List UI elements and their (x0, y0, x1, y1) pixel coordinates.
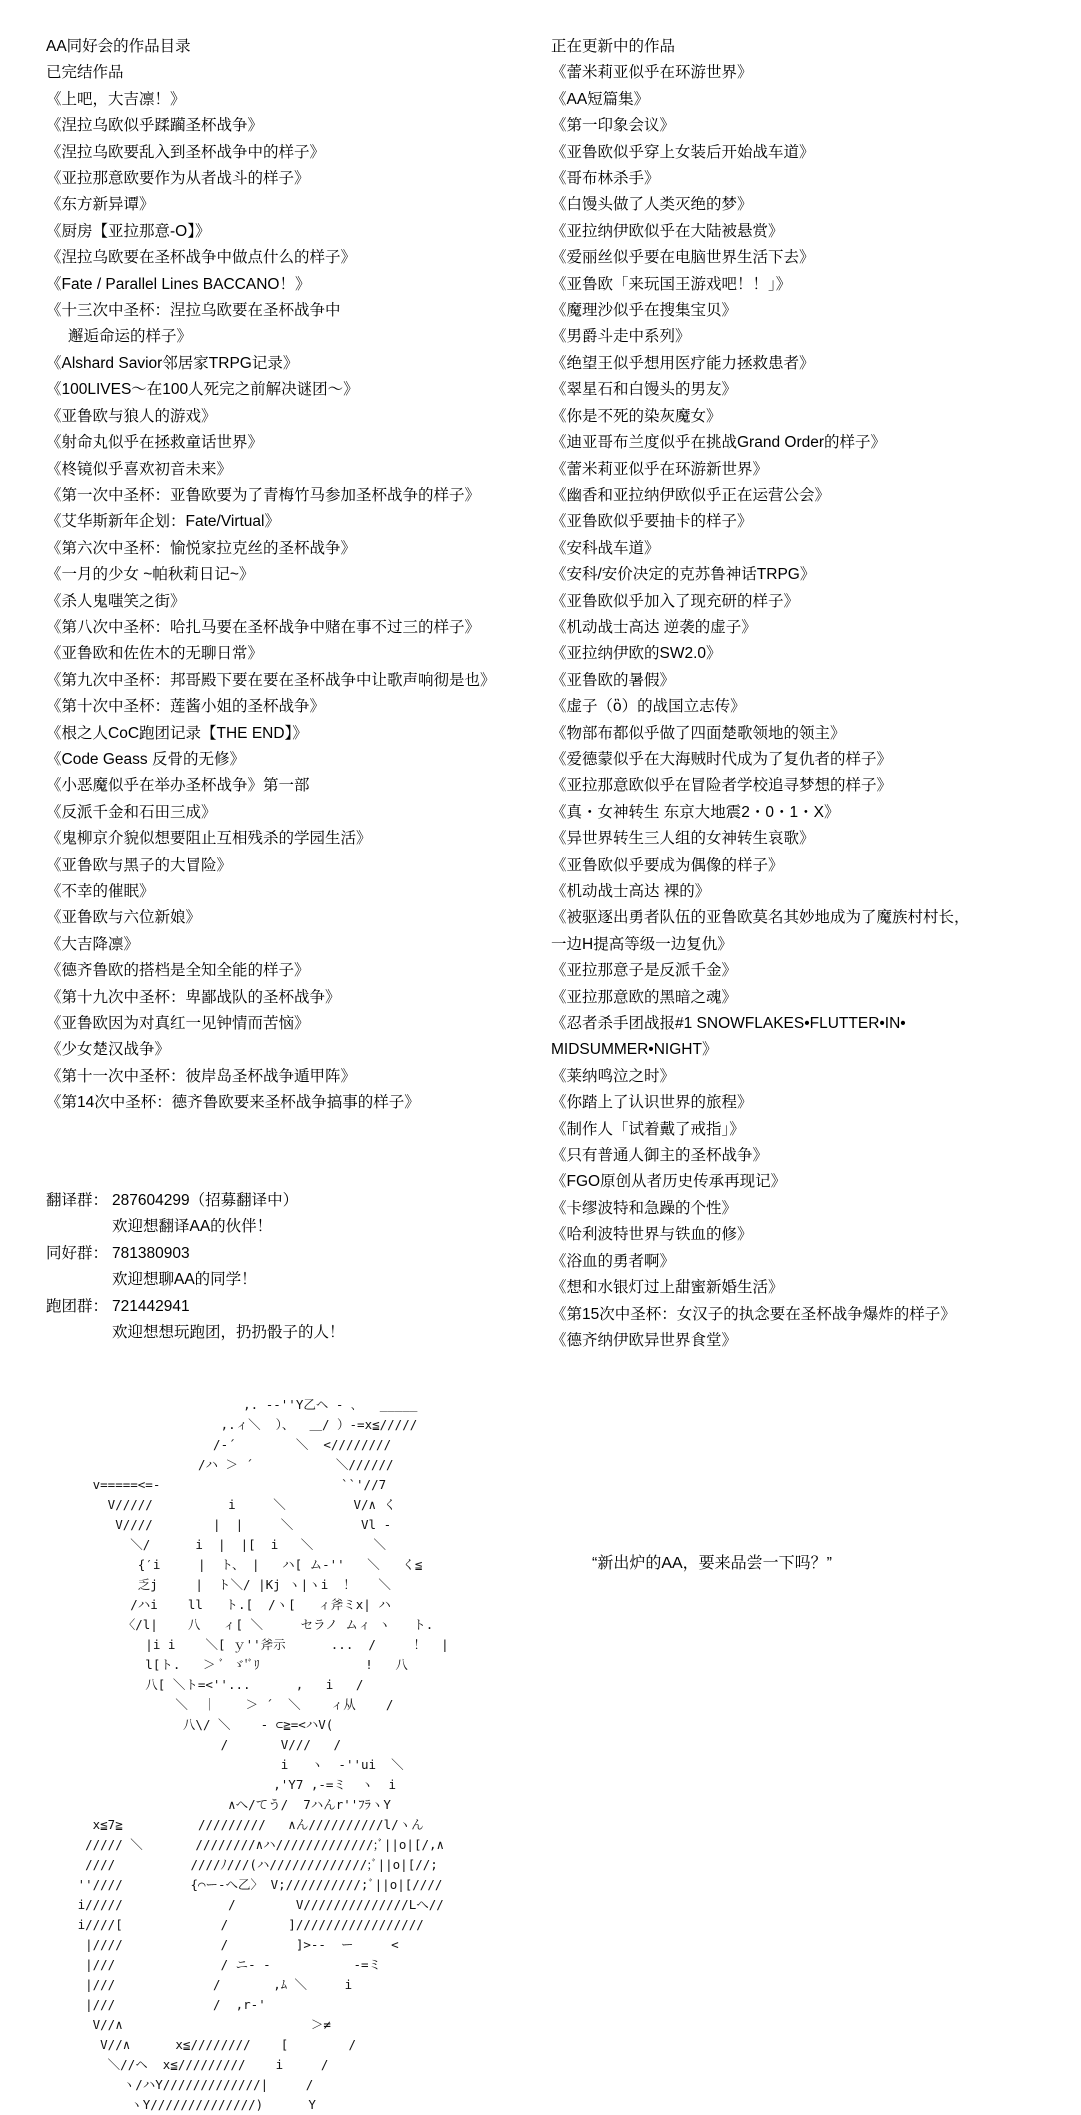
completed-work-item: 《100LIVES～在100人死完之前解决谜团～》 (46, 381, 359, 399)
completed-work-item: 《涅拉乌欧要在圣杯战争中做点什么的样子》 (46, 249, 357, 267)
completed-work-item: 《涅拉乌欧似乎蹂躏圣杯战争》 (46, 117, 264, 135)
ongoing-work-item: 《FGO原创从者历史传承再现记》 (551, 1173, 787, 1191)
group-info (46, 1188, 345, 1346)
completed-work-item: 《第十次中圣杯：莲酱小姐的圣杯战争》 (46, 698, 326, 716)
ongoing-work-item: 《幽香和亚拉纳伊欧似乎正在运营公会》 (551, 486, 831, 504)
ongoing-work-item: 一边H提高等级一边复仇》 (551, 935, 733, 953)
completed-work-item: 《第八次中圣杯：哈扎马要在圣杯战争中赌在事不过三的样子》 (46, 618, 481, 636)
ongoing-work-item: 《亚拉纳伊欧似乎在大陆被悬赏》 (551, 222, 784, 240)
ascii-art-character: ,. -‐''Y乙ヘ - ､ _____ ,.ィ＼ ）、 ＿/ ）-=x≦///// /‐´ ＼ <//////// /ハ ＞ ´ ＼////// v=====<=- ``'//7 V///// i ＼ V/∧ く V//// | | ＼ Vl ‐ ＼/ i | |[ i ＼ ＼ {′i | ト、 | ハ[ ム-'' ＼ く≦ 乏j | ト＼/ |Kj ヽ|ヽi ！ ＼ /ハi ll ト.[ /ヽ[ ィ斧ミx| ハ 〈/l| 八 ィ[ ＼ セラノ ムィ ヽ ト. |i i ＼[ ｙ''斧示 ... / ！ | l[ト. ＞ ﾞ ゞ'ﾞﾘ ! 八 八[ ＼ト=<''... , i / ＼ ｜ ＞ ´ ＼ ィ从 / 八\/ ＼ - ⊂≧=<ハV( / V/// / i ヽ -''ui ＼ ,'Y7 ,-=ミ ヽ i ∧へ/てう/ 7ハんr''ﾌﾗヽY x≦7≧ ///////// ∧ん//////////l/ヽん ///// ＼ ////////∧ハ/////////////;ﾞ||o|[/,∧ //// ////ﾉ///(ハ/////////////;ﾞ||o|[//; ''//// {⌒ー-へ乙〉 V;//////////;ﾞ||o|[//// i///// / V//////////////Lへ// i////[ / ]///////////////// |//// / ]>-- ー < |/// / ニ- - ‐=ミ |/// / ,ﾑ ＼ i |/// / ,r‐' V//∧ ＞≠ V//∧ x≦//////// [ / ＼//ヘ x≦///////// i / ヽ/ハY/////////////| / ヽY//////////////) Y (77, 1397, 449, 2112)
ongoing-work-item: 《德齐纳伊欧异世界食堂》 (551, 1331, 738, 1349)
completed-work-item: 《上吧，大吉凛！》 (46, 90, 186, 108)
ongoing-work-item: 《哈利波特世界与铁血的修》 (551, 1226, 753, 1244)
ongoing-work-item: 《亚拉纳伊欧的SW2.0》 (551, 645, 722, 663)
trpg-group-number: 721442941 (112, 1297, 190, 1315)
ongoing-work-item: 《男爵斗走中系列》 (551, 328, 691, 346)
translation-group-label: 翻译群： (46, 1192, 109, 1209)
ongoing-work-item: 《物部布都似乎做了四面楚歌领地的领主》 (551, 724, 846, 742)
ongoing-work-item: 《浴血的勇者啊》 (551, 1252, 676, 1270)
ongoing-work-item: 《哥布林杀手》 (551, 170, 660, 188)
ongoing-work-item: 《第15次中圣杯：女汉子的执念要在圣杯战争爆炸的样子》 (551, 1305, 956, 1323)
ongoing-work-item: 《机动战士高达 逆袭的虚子》 (551, 618, 757, 636)
ongoing-work-item: 《你是不死的染灰魔女》 (551, 407, 722, 425)
completed-work-item: 《亚拉那意欧要作为从者战斗的样子》 (46, 170, 310, 188)
translation-group-row (46, 1188, 345, 1214)
completed-work-item: 《亚鲁欧与六位新娘》 (46, 909, 202, 927)
completed-work-item: 《东方新异谭》 (46, 196, 155, 214)
ongoing-work-item: 《忍者杀手团战报#1 SNOWFLAKES•FLUTTER•IN• (551, 1015, 906, 1033)
completed-work-item: 《十三次中圣杯：涅拉乌欧要在圣杯战争中 (46, 302, 341, 320)
completed-work-item: 《大吉降凛》 (46, 935, 140, 953)
ongoing-work-item: 《亚拉那意子是反派千金》 (551, 962, 738, 980)
ongoing-work-item: 《绝望王似乎想用医疗能力拯救患者》 (551, 354, 815, 372)
ongoing-work-item: 《安科/安价决定的克苏鲁神话TRPG》 (551, 566, 816, 584)
fan-group-number: 781380903 (112, 1244, 190, 1262)
ongoing-work-item: 《制作人「试着戴了戒指」》 (551, 1120, 745, 1138)
ongoing-work-item: 《亚鲁欧似乎加入了现充研的样子》 (551, 592, 800, 610)
ongoing-work-item: 《白馒头做了人类灭绝的梦》 (551, 196, 753, 214)
completed-work-item: 《第九次中圣杯：邦哥殿下要在要在圣杯战争中让歌声响彻是也》 (46, 671, 496, 689)
ongoing-work-item: 《亚鲁欧似乎穿上女装后开始战车道》 (551, 143, 815, 161)
ongoing-works-column (551, 34, 1071, 1354)
fan-group-label: 同好群： (46, 1244, 109, 1262)
completed-work-item: 邂逅命运的样子》 (68, 328, 193, 346)
completed-work-item: 《厨房【亚拉那意-O】》 (46, 222, 211, 240)
completed-work-item: 《鬼柳京介貌似想要阻止互相残杀的学园生活》 (46, 830, 372, 848)
completed-heading: 已完结作品 (46, 64, 124, 82)
ongoing-heading: 正在更新中的作品 (551, 38, 676, 55)
fan-group-row (46, 1241, 345, 1267)
trpg-group-note: 欢迎想想玩跑团，扔扔骰子的人！ (112, 1324, 345, 1342)
completed-work-item: 《第十一次中圣杯：彼岸岛圣杯战争遁甲阵》 (46, 1067, 357, 1085)
speech-text: “新出炉的AA，要来品尝一下吗？” (592, 1555, 833, 1572)
ongoing-work-item: 《卡缪波特和急躁的个性》 (551, 1199, 738, 1217)
ongoing-work-item: 《亚鲁欧的暑假》 (551, 671, 676, 689)
completed-work-item: 《德齐鲁欧的搭档是全知全能的样子》 (46, 962, 310, 980)
ongoing-work-item: 《你踏上了认识世界的旅程》 (551, 1094, 753, 1112)
completed-work-item: 《亚鲁欧因为对真红一见钟情而苦恼》 (46, 1015, 310, 1033)
completed-work-item: 《艾华斯新年企划：Fate/Virtual》 (46, 513, 280, 531)
ongoing-work-item: 《被驱逐出勇者队伍的亚鲁欧莫名其妙地成为了魔族村村长， (551, 909, 970, 927)
ongoing-work-item: 《虚子（ὃ）的战国立志传》 (551, 698, 746, 716)
completed-work-item: 《射命丸似乎在拯救童话世界》 (46, 434, 264, 452)
ongoing-work-item: 《只有普通人御主的圣杯战争》 (551, 1147, 769, 1165)
ongoing-work-item: 《亚鲁欧「来玩国王游戏吧！！」》 (551, 275, 792, 293)
completed-work-item: 《第十九次中圣杯：卑鄙战队的圣杯战争》 (46, 988, 341, 1006)
completed-work-item: 《Fate / Parallel Lines BACCANO！》 (46, 275, 311, 293)
completed-work-item: 《第六次中圣杯：愉悦家拉克丝的圣杯战争》 (46, 539, 357, 557)
ongoing-works-list (551, 60, 1071, 1354)
completed-work-item: 《一月的少女 ~帕秋莉日记~》 (46, 566, 255, 584)
completed-work-item: 《亚鲁欧与黑子的大冒险》 (46, 856, 233, 874)
completed-works-list (46, 87, 556, 1117)
completed-work-item: 《亚鲁欧和佐佐木的无聊日常》 (46, 645, 264, 663)
completed-work-item: 《根之人CoC跑团记录【THE END】》 (46, 724, 308, 742)
fan-group-note: 欢迎想聊AA的同学！ (112, 1271, 257, 1289)
completed-work-item: 《柊镜似乎喜欢初音未来》 (46, 460, 233, 478)
translation-group-note: 欢迎想翻译AA的伙伴！ (112, 1218, 273, 1236)
completed-work-item: 《亚鲁欧与狼人的游戏》 (46, 407, 217, 425)
ongoing-work-item: 《想和水银灯过上甜蜜新婚生活》 (551, 1279, 784, 1297)
ongoing-work-item: 《莱纳鸣泣之时》 (551, 1067, 676, 1085)
ongoing-work-item: 《安科战车道》 (551, 539, 660, 557)
ongoing-work-item: 《异世界转生三人组的女神转生哀歌》 (551, 830, 815, 848)
completed-work-item: 《小恶魔似乎在举办圣杯战争》第一部 (46, 777, 310, 795)
ongoing-work-item: 《真・女神转生 东京大地震2・0・1・X》 (551, 803, 840, 821)
completed-works-column (46, 34, 556, 1117)
completed-work-item: 《少女楚汉战争》 (46, 1041, 171, 1059)
trpg-group-label: 跑团群： (46, 1297, 109, 1315)
translation-group-number: 287604299（招募翻译中） (112, 1192, 299, 1209)
completed-work-item: 《Code Geass 反骨的无修》 (46, 750, 245, 768)
ongoing-work-item: 《机动战士高达 裸的》 (551, 883, 711, 900)
completed-work-item: 《反派千金和石田三成》 (46, 803, 217, 821)
completed-work-item: 《第14次中圣杯：德齐鲁欧要来圣杯战争搞事的样子》 (46, 1094, 420, 1112)
ongoing-work-item: MIDSUMMER•NIGHT》 (551, 1041, 718, 1059)
ongoing-work-item: 《爱丽丝似乎要在电脑世界生活下去》 (551, 249, 815, 267)
ongoing-work-item: 《亚拉那意欧的黑暗之魂》 (551, 988, 738, 1006)
ongoing-work-item: 《翠星石和白馒头的男友》 (551, 381, 738, 399)
ongoing-work-item: 《亚鲁欧似乎要成为偶像的样子》 (551, 856, 784, 874)
ongoing-work-item: 《迪亚哥布兰度似乎在挑战Grand Order的样子》 (551, 434, 887, 452)
completed-work-item: 《杀人鬼嗤笑之街》 (46, 592, 186, 610)
trpg-group-row (46, 1294, 345, 1320)
completed-work-item: 《Alshard Savior邻居家TRPG记录》 (46, 354, 299, 372)
ongoing-work-item: 《蕾米莉亚似乎在环游世界》 (551, 64, 753, 82)
catalog-title: AA同好会的作品目录 (46, 38, 191, 55)
ongoing-work-item: 《第一印象会议》 (551, 117, 676, 135)
ongoing-work-item: 《蕾米莉亚似乎在环游新世界》 (551, 460, 769, 478)
completed-work-item: 《不幸的催眠》 (46, 883, 155, 900)
ongoing-work-item: 《亚鲁欧似乎要抽卡的样子》 (551, 513, 753, 531)
ongoing-work-item: 《魔理沙似乎在搜集宝贝》 (551, 302, 738, 320)
ongoing-work-item: 《爱德蒙似乎在大海贼时代成为了复仇者的样子》 (551, 750, 893, 768)
ongoing-work-item: 《亚拉那意欧似乎在冒险者学校追寻梦想的样子》 (551, 777, 893, 795)
ongoing-work-item: 《AA短篇集》 (551, 90, 650, 108)
completed-work-item: 《涅拉乌欧要乱入到圣杯战争中的样子》 (46, 143, 326, 161)
completed-work-item: 《第一次中圣杯：亚鲁欧要为了青梅竹马参加圣杯战争的样子》 (46, 486, 481, 504)
